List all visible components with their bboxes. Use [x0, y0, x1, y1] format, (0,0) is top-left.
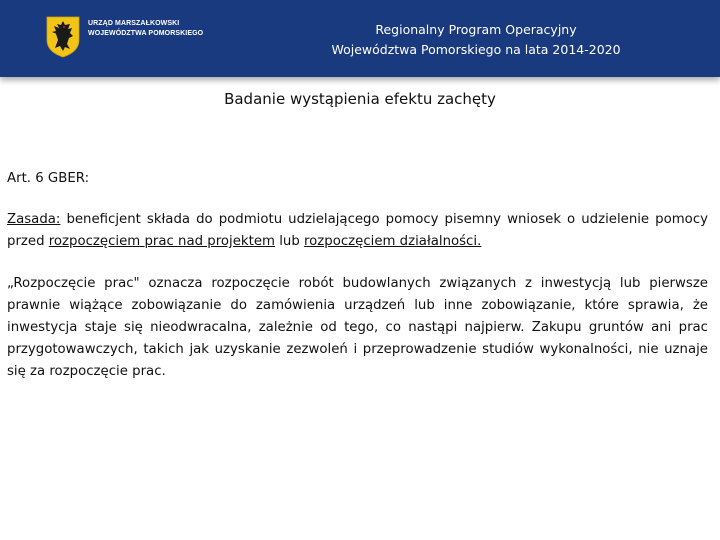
definition-paragraph: „Rozpoczęcie prac" oznacza rozpoczęcie robót budowlanych związanych z inwestycją lub pierwsze prawnie wiążące zobowiązanie do zamówienia urządzeń lub inne zobowiązanie, które sprawia, że inwestycja staje się nieodwracalna, zależnie od tego, co nastąpi najpierw. Zakupu gruntów ani prac przygotowawczych, takich jak uzyskanie zezwoleń i przeprowadzenie studiów wykonalności, nie uznaje się za rozpoczęcie prac. [7, 276, 708, 379]
principle-text-1: beneficjent składa do podmiotu udzielającego pomocy pisemny wniosek o udzielenie pomocy przed [7, 212, 708, 249]
principle-link-activity-start: rozpoczęciem działalności. [303, 234, 482, 249]
principle-text-2: lub [274, 234, 304, 249]
griffin-coat-of-arms-icon [46, 16, 80, 58]
org-name-line2: WOJEWÓDZTWA POMORSKIEGO [88, 30, 204, 37]
principle-label: Zasada: [7, 212, 61, 227]
program-title [296, 20, 656, 60]
org-name-line1: URZĄD MARSZAŁKOWSKI [88, 20, 180, 27]
principle-paragraph [7, 209, 708, 253]
principle-link-project-start: rozpoczęciem prac nad projektem [48, 234, 275, 249]
slide-content [7, 168, 708, 383]
program-title-line1: Regionalny Program Operacyjny [375, 22, 577, 37]
header-bar [0, 0, 720, 77]
organization-name [88, 19, 203, 39]
slide-title: Badanie wystąpienia efektu zachęty [224, 90, 496, 108]
article-reference: Art. 6 GBER: [7, 171, 90, 186]
program-title-line2: Województwa Pomorskiego na lata 2014-2020 [331, 42, 621, 57]
